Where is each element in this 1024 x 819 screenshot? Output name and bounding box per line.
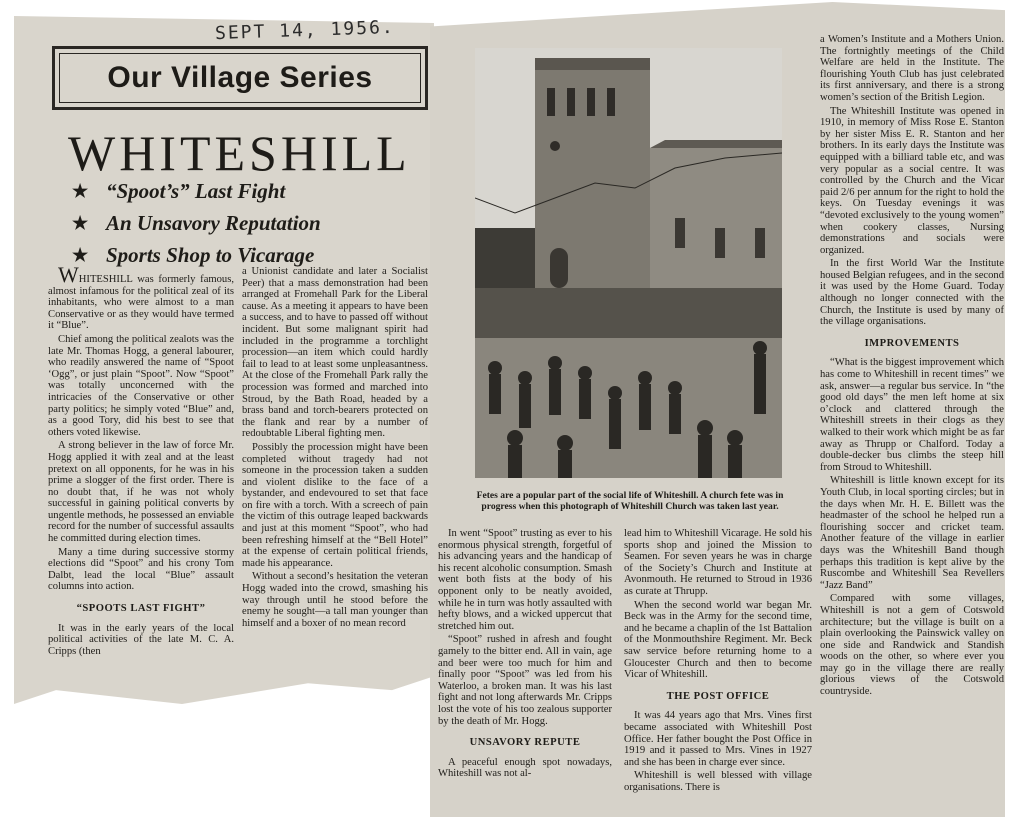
paragraph: a Women’s Institute and a Mothers Union. The fortnightly meetings of the Child Welfare are held in the Institute. The flourishing Youth Club has just celebrated its first anniversary, and there is a strong women’s section of the British Legion. [820, 34, 1004, 103]
paragraph: In the first World War the Institute housed Belgian refugees, and in the second it was used by the Home Guard. Today although no longer connected with the Church, the Institute is used by many of the village organisations. [820, 258, 1004, 328]
paragraph: Without a second’s hesitation the veteran Hogg waded into the crowd, smashing his way through until he stood before the enemy he sought—a tall man younger than himself and a boxer of no mean record [242, 571, 428, 629]
paragraph: WHITESHILL was formerly famous, almost infamous for the political zeal of its inhabitants, who were almost to a man Conservative or as they would have termed it “Blue”. [48, 262, 234, 332]
church-photo-illustration [475, 48, 782, 478]
section-heading: UNSAVORY REPUTE [469, 737, 581, 749]
paragraph: a Unionist candidate and later a Socialist Peer) that a mass demonstration had been arranged at Fromehall Park for the Liberal cause. As a meeting it appears to have been a success, and to have to passed off without incident. But some malignant spirit had included in the programme a torchlight procession—an item which could hardly fail to lead to at least some unpleasantness. At the close of the Fromehall Park rally the procession was formed and marched into Stroud, by the Bath Road, headed by a brass band and torch-bearers protected on the flank and rear by a number of redoubtable Liberal fighting men. [242, 266, 428, 440]
paragraph: In went “Spoot” trusting as ever to his enormous physical strength, forgetful of his advancing years and the handicap of his recent alcoholic consumption. Smash went both fists at the body of his opponent only to be neatly avoided, while he in turn was hotly assaulted with hefty blows, and a wicked uppercut that stretched him out. [438, 528, 612, 632]
paragraph: “What is the biggest improvement which has come to Whiteshill in recent times” we ask, answer—a regular bus service. In “the good old days” the men left home at six o’clock and clattered through the Whiteshill streets in their clogs as they walked to their work which might be as far away as Thrupp or Chalford. Today a double-decker bus climbs the steep hill from Stroud to Whiteshill. [820, 357, 1004, 473]
article-column-3 [438, 528, 612, 782]
paragraph: “Spoot” rushed in afresh and fought gamely to the bitter end. All in vain, age and beer were too much for him and finally poor “Spoot” was led from his Waterloo, a broken man. It was his last fight and not long afterwards Mr. Cripps lost the vote of his too zealous supporter by the death of Mr. Hogg. [438, 634, 612, 727]
photo-caption: Fetes are a popular part of the social life of Whiteshill. A church fete was in progress when this photograph of Whiteshill Church was taken last year. [476, 490, 784, 512]
section-heading: IMPROVEMENTS [864, 337, 960, 349]
paragraph: Whiteshill is well blessed with village organisations. There is [624, 770, 812, 793]
paragraph: A strong believer in the law of force Mr. Hogg applied it with zeal and at the least pretext on all opponents, for he was in his prime a slogger of the first order. There is no doubt that, if he was not wholy successful in gaining political converts by ungentle methods, he possessed an enviable record for the number of successful assaults he committed during election times. [48, 440, 234, 545]
star-icon: ★ [72, 181, 89, 201]
series-title: Our Village Series [107, 61, 373, 94]
section-heading: “SPOOTS LAST FIGHT” [76, 603, 206, 615]
paragraph: Many a time during successive stormy elections did “Spoot” and his crony Tom Dalbt, lead the local “Blue” assault columns into action. [48, 546, 234, 593]
paragraph: It was 44 years ago that Mrs. Vines first became associated with Whiteshill Post Office. Her father bought the Post Office in 1919 and it passed to Mrs. Vines in 1927 and she has been in charge ever since. [624, 710, 812, 768]
subhead-text: An Unsavory Reputation [106, 211, 321, 235]
subheads [72, 175, 321, 271]
article-column-5 [820, 34, 1004, 700]
article-column-2 [242, 266, 428, 631]
church-photo [475, 48, 782, 478]
series-banner-inner [59, 53, 421, 103]
subhead-1 [72, 175, 321, 207]
subhead-text: “Spoot’s” Last Fight [106, 179, 286, 203]
article-column-4 [624, 528, 812, 795]
paragraph: When the second world war began Mr. Beck was in the Army for the second time, and he became a chaplin of the 1st Battalion of the Monmouthshire Regiment. Mr. Beck saw service before returning home to a Gloucester Church and then to become Vicar of Whiteshill. [624, 599, 812, 681]
paragraph: It was in the early years of the local political activities of the late M. C. A. Cripps (then [48, 622, 234, 657]
paragraph: lead him to Whiteshill Vicarage. He sold his sports shop and joined the Mission to Seamen. For seven years he was in charge of the Society’s Church and Institute at Avonmouth. He returned to Stroud in 1936 as curate at Thrupp. [624, 528, 812, 597]
paragraph: A peaceful enough spot nowadays, Whiteshill was not al- [438, 756, 612, 780]
series-banner [52, 46, 428, 110]
subhead-text: Sports Shop to Vicarage [106, 243, 315, 267]
star-icon: ★ [72, 245, 89, 265]
paragraph: Compared with some villages, Whiteshill is not a gem of Cotswold architecture; but the village is built on a plain overlooking the Painswick valley on one side and Randwick and Standish woods on the other, so where ever you may go in the village there are really glorious views of the Cotswold countryside. [820, 593, 1004, 698]
article-column-1 [48, 262, 234, 659]
subhead-2 [72, 207, 321, 239]
headline: WHITESHILL [68, 125, 411, 181]
paragraph: Possibly the procession might have been completed without tragedy had not someone in the procession taken a sudden and violent dislike to the face of a bystander, and endevoured to set that face on fire with a torch. With a screech of pain the victim of this outrage leaped backwards and just at this moment “Spoot”, who had been refreshing himself at the “Bell Hotel” at the expense of certain political friends, made his appearance. [242, 441, 428, 569]
star-icon: ★ [72, 213, 89, 233]
paragraph: The Whiteshill Institute was opened in 1910, in memory of Miss Rose E. Stanton by her sister Miss E. R. Stanton and her brothers. In its early days the Institute was equipped with a billiard table etc, and was very popular as a social centre. It was controlled by the Church and the Vicar paid 2/6 per annum for the right to hold the keys. On Tuesday evenings it was “devoted exclusively to the young women” when cookery classes, Nursing demonstrations and socials were organized. [820, 105, 1004, 256]
paragraph: Chief among the political zealots was the late Mr. Thomas Hogg, a general labourer, who readily answered the name of “Spoot ‘Ogg”, or just plain “Spoot”. Now “Spoot” was totally unconcerned with the intricacies of the Conservative or other party politics; he simply voted “Blue” and, as a good Tory, did his best to see that others voted likewise. [48, 333, 234, 438]
handwritten-date: SEPT 14, 1956. [214, 16, 396, 45]
paragraph: Whiteshill is little known except for its Youth Club, in local sporting circles; but in the days when Mr. H. E. Billett was the headmaster of the school he helped run a flourishing soccer and cricket team. Another feature of the village in earlier days was the Whiteshill Band though perhaps this tradition is kept alive by the Ruscombe and Whiteshill Sea Revellers “Jazz Band” [820, 475, 1004, 591]
section-heading: THE POST OFFICE [666, 690, 770, 702]
